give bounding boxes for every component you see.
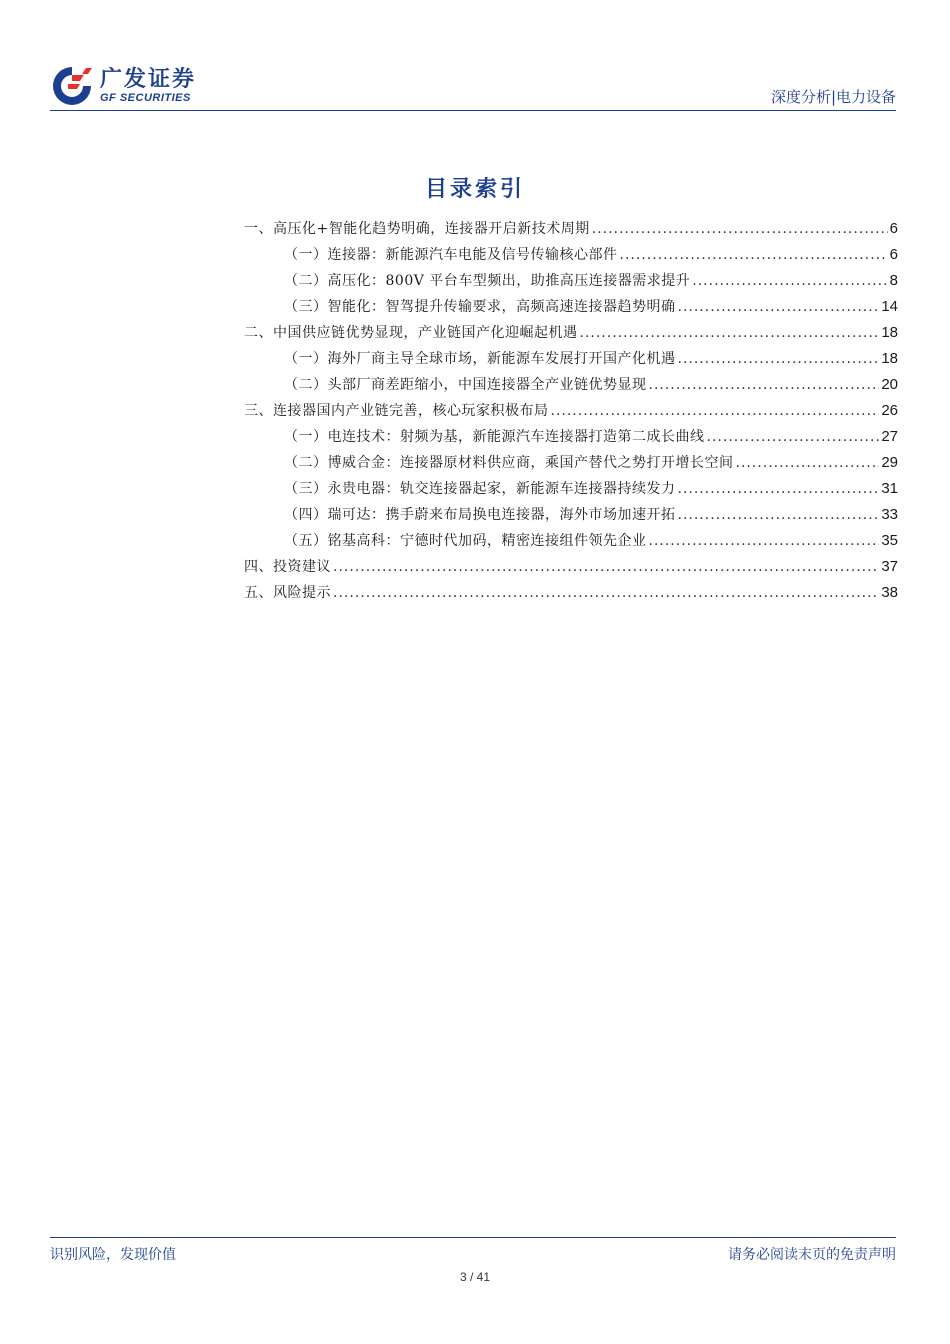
toc-entry-text: （三）智能化：智驾提升传输要求，高频高速连接器趋势明确 — [284, 299, 676, 315]
toc-page-number: 6 — [889, 220, 898, 237]
toc-page-number: 18 — [881, 324, 898, 341]
toc-leader-dots — [620, 242, 888, 268]
toc-entry[interactable] — [244, 580, 898, 606]
toc-entry-text: 四、投资建议 — [244, 559, 331, 575]
toc-entry-text: （一）电连技术：射频为基，新能源汽车连接器打造第二成长曲线 — [284, 429, 705, 445]
toc-entry-text: 三、连接器国内产业链完善，核心玩家积极布局 — [244, 403, 549, 419]
page-number: 3 / 41 — [459, 1270, 491, 1284]
toc-leader-dots — [649, 372, 880, 398]
header-divider — [50, 110, 896, 111]
toc-entry-text: （五）铭基高科：宁德时代加码，精密连接组件领先企业 — [284, 533, 647, 549]
toc-entry[interactable] — [244, 216, 898, 242]
toc-leader-dots — [580, 320, 880, 346]
toc-leader-dots — [551, 398, 880, 424]
toc-entry-text: 五、风险提示 — [244, 585, 331, 601]
logo-chinese-name: 广发证券 — [100, 67, 197, 92]
toc-entry[interactable] — [244, 398, 898, 424]
toc-page-number: 8 — [889, 272, 898, 289]
toc-page-number: 18 — [881, 350, 898, 367]
toc-entry-text: 一、高压化+智能化趋势明确，连接器开启新技术周期 — [244, 221, 590, 237]
toc-leader-dots — [678, 502, 880, 528]
toc-entry[interactable] — [244, 528, 898, 554]
toc-entry-text: （四）瑞可达：携手蔚来布局换电连接器，海外市场加速开拓 — [284, 507, 676, 523]
toc-entry-text: （一）海外厂商主导全球市场，新能源车发展打开国产化机遇 — [284, 351, 676, 367]
toc-entry[interactable] — [244, 450, 898, 476]
toc-entry[interactable] — [244, 502, 898, 528]
logo-english-name: GF SECURITIES — [100, 92, 191, 104]
footer-slogan: 识别风险，发现价值 — [50, 1247, 176, 1263]
toc-leader-dots — [333, 580, 879, 606]
toc-entry[interactable] — [244, 424, 898, 450]
gf-logo-icon — [50, 64, 94, 108]
toc-leader-dots — [678, 294, 880, 320]
toc-entry-text: （二）博威合金：连接器原材料供应商，乘国产替代之势打开增长空间 — [284, 455, 734, 471]
toc-page-number: 14 — [881, 298, 898, 315]
toc-page-number: 38 — [881, 584, 898, 601]
toc-entry[interactable] — [244, 320, 898, 346]
toc-entry[interactable] — [244, 372, 898, 398]
toc-page-number: 37 — [881, 558, 898, 575]
toc-leader-dots — [678, 476, 880, 502]
report-category: 深度分析|电力设备 — [770, 88, 896, 106]
page-header — [50, 60, 896, 110]
toc-leader-dots — [649, 528, 880, 554]
toc-leader-dots — [736, 450, 880, 476]
toc-page-number: 26 — [881, 402, 898, 419]
toc-entry-text: 二、中国供应链优势显现，产业链国产化迎崛起机遇 — [244, 325, 578, 341]
toc-leader-dots — [333, 554, 879, 580]
toc-entry-text: （二）头部厂商差距缩小，中国连接器全产业链优势显现 — [284, 377, 647, 393]
toc-page-number: 27 — [881, 428, 898, 445]
toc-leader-dots — [692, 268, 887, 294]
gf-securities-logo — [50, 64, 196, 108]
toc-page-number: 33 — [881, 506, 898, 523]
toc-leader-dots — [678, 346, 880, 372]
toc-entry-text: （二）高压化：800V 平台车型频出，助推高压连接器需求提升 — [284, 273, 691, 289]
toc-leader-dots — [592, 216, 888, 242]
toc-entry[interactable] — [244, 294, 898, 320]
toc-entry-text: （一）连接器：新能源汽车电能及信号传输核心部件 — [284, 247, 618, 263]
toc-page-number: 20 — [881, 376, 898, 393]
table-of-contents — [244, 216, 898, 606]
toc-leader-dots — [707, 424, 880, 450]
footer-disclaimer-note: 请务必阅读末页的免责声明 — [728, 1247, 896, 1263]
toc-page-number: 35 — [881, 532, 898, 549]
toc-entry[interactable] — [244, 268, 898, 294]
toc-page-number: 6 — [889, 246, 898, 263]
toc-entry[interactable] — [244, 554, 898, 580]
footer-divider — [50, 1237, 896, 1238]
toc-entry[interactable] — [244, 242, 898, 268]
toc-entry-text: （三）永贵电器：轨交连接器起家，新能源车连接器持续发力 — [284, 481, 676, 497]
toc-title: 目录索引 — [424, 177, 525, 202]
toc-page-number: 29 — [881, 454, 898, 471]
toc-entry[interactable] — [244, 346, 898, 372]
toc-page-number: 31 — [881, 480, 898, 497]
toc-entry[interactable] — [244, 476, 898, 502]
